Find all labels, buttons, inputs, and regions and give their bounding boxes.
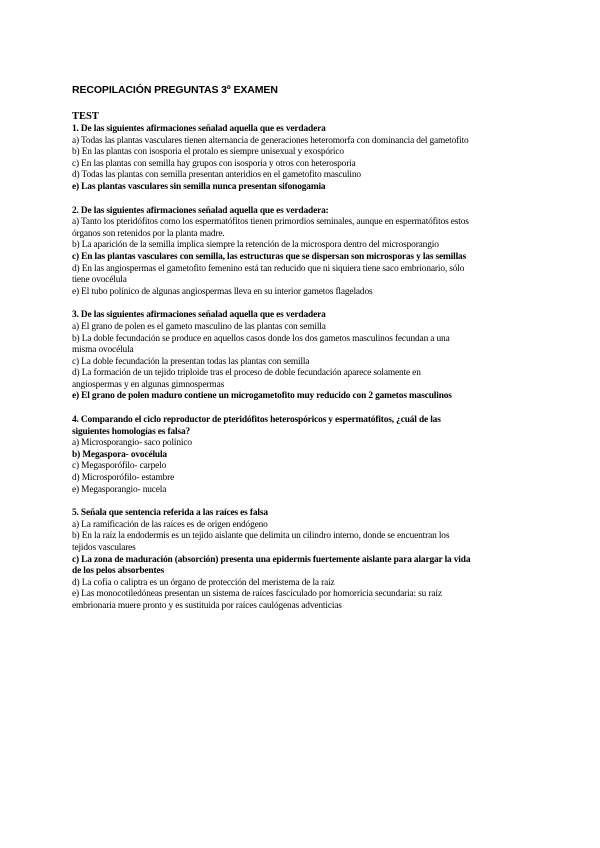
answer-option: c) La doble fecundación la presentan todas las plantas con semilla bbox=[72, 356, 310, 367]
section-label: TEST bbox=[72, 111, 99, 122]
question-stem: 5. Señala que sentencia referida a las raíces es falsa bbox=[72, 508, 268, 519]
answer-option: e) Megasporangio- nucela bbox=[72, 484, 167, 495]
answer-option: d) Microsporófilo- estambre bbox=[72, 473, 175, 484]
answer-option: c) Megasporófilo- carpelo bbox=[72, 461, 167, 472]
question-2 bbox=[72, 206, 472, 299]
question-stem: 2. De las siguientes afirmaciones señalad aquella que es verdadera: bbox=[72, 205, 329, 216]
answer-option: b) En las plantas con isosporia el protalo es siempre unisexual y exospórico bbox=[72, 147, 344, 158]
document-title: RECOPILACIÓN PREGUNTAS 3º EXAMEN bbox=[72, 84, 278, 96]
answer-option: a) El grano de polen es el gameto masculino de las plantas con semilla bbox=[72, 321, 326, 332]
answer-option: d) La formación de un tejido triploide tras el proceso de doble fecundación aparece solamente en angiospermas y en algunas gimnospermas bbox=[72, 368, 421, 390]
question-stem: 1. De las siguientes afirmaciones señalad aquella que es verdadera bbox=[72, 124, 326, 134]
question-3 bbox=[72, 310, 472, 403]
answer-option: a) Microsporangio- saco polínico bbox=[72, 438, 192, 449]
answer-option: e) Las monocotiledóneas presentan un sistema de raíces fasciculado por homorricia secundaria: su raíz embrionaria muere pronto y es sustituida por raíces caulógenas adventicias bbox=[72, 589, 442, 611]
answer-option: a) Tanto los pteridófitos como los espermatófitos tienen primordios seminales, aunque en espermatófitos estos órganos son retenidos por la planta madre. bbox=[72, 217, 469, 239]
answer-option: d) La cofia o caliptra es un órgano de protección del meristema de la raíz bbox=[72, 577, 335, 588]
answer-option-correct: c) La zona de maduración (absorción) presenta una epidermis fuertemente aislante para alargar la vida de los pelos absorbentes bbox=[72, 554, 471, 577]
answer-option: b) En la raíz la endodermis es un tejido aislante que delimita un cilindro interno, donde se encuentran los tejidos vasculares bbox=[72, 531, 450, 553]
answer-option-correct: e) Las plantas vasculares sin semilla nunca presentan sifonogamia bbox=[72, 181, 326, 192]
answer-option: d) En las angiospermas el gametofito femenino está tan reducido que ni siquiera tiene saco embrionario, sólo tiene ovocélula bbox=[72, 263, 465, 286]
answer-option-correct: b) Megaspora- ovocélula bbox=[72, 449, 167, 460]
question-stem: 3. De las siguientes afirmaciones señalad aquella que es verdadera bbox=[72, 310, 326, 321]
answer-option: b) La doble fecundación se produce en aquellos casos donde los dos gametos masculinos fecundan a una misma ovocélula bbox=[72, 333, 450, 356]
question-1 bbox=[72, 124, 472, 194]
answer-option: a) La ramificación de las raíces es de origen endógeno bbox=[72, 519, 268, 530]
answer-option-correct: c) En las plantas vasculares con semilla, las estructuras que se dispersan son microsporas y las semillas bbox=[72, 251, 467, 262]
question-stem: 4. Comparando el ciclo reproductor de pteridófitos heterospóricos y espermatófitos, ¿cuál de las siguientes homologías es falsa? bbox=[72, 415, 441, 437]
question-5 bbox=[72, 508, 472, 612]
answer-option-correct: e) El grano de polen maduro contiene un microgametofito muy reducido con 2 gametos masculinos bbox=[72, 391, 452, 402]
answer-option: a) Todas las plantas vasculares tienen alternancia de generaciones heteromorfa con dominancia del gametofito bbox=[72, 135, 469, 146]
answer-option: c) En las plantas con semilla hay grupos con isosporia y otros con heterosporia bbox=[72, 158, 356, 169]
question-list bbox=[72, 124, 472, 625]
question-4 bbox=[72, 415, 472, 496]
answer-option: e) El tubo polínico de algunas angiospermas lleva en su interior gametos flagelados bbox=[72, 286, 373, 297]
answer-option: b) La aparición de la semilla implica siempre la retención de la microspora dentro del microsporangio bbox=[72, 240, 439, 251]
answer-option: d) Todas las plantas con semilla presentan anteridios en el gametofito masculino bbox=[72, 170, 361, 181]
